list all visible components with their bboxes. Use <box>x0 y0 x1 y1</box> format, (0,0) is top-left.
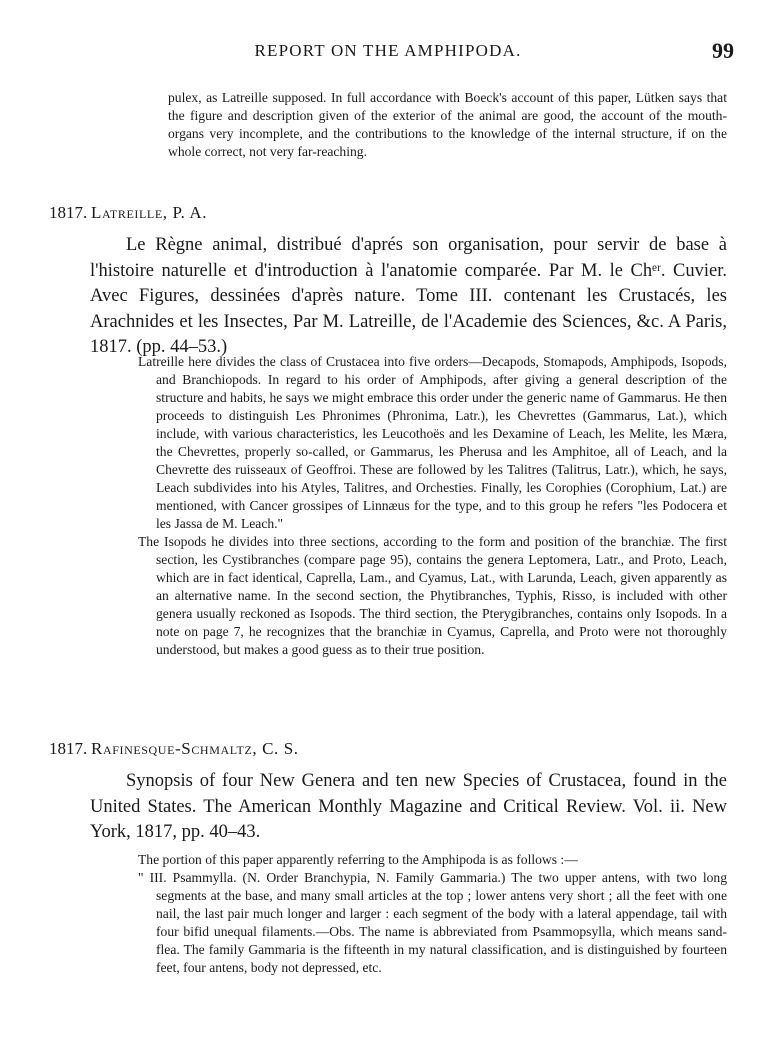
entry-1-paragraph-2: The Isopods he divides into three sections, according to the form and position of the branchiæ. The first section, les Cystibranches (compare page 95), contains the genera Leptomera, Latr., and Proto, Leach, which are in fact identical, Caprella, Lam., and Cyamus, Lat., with Larunda, Leach, given apparently as an alternative name. In the second section, the Phytibranches, Typhis, Risso, is included with other genera usually reckoned as Isopods. The third section, the Pterygibranches, contains only Isopods. In a note on page 7, he recognizes that the branchiæ in Cyamus, Caprella, and Proto were not thoroughly understood, but makes a good guess as to their true position. <box>138 534 727 657</box>
entry-1-year: 1817. <box>49 203 88 222</box>
entry-2-quote: " III. Psammylla. (N. Order Branchypia, N. Family Gammaria.) The two upper antens, with two long segments at the base, and many small articles at the top ; lower antens very short ; all the feet with one nail, the last pair much longer and larger : each segment of the body with a lateral appendage, tail with four bifid unequal filaments.—Obs. The name is abbreviated from Psammopsylla, which means sand-flea. The family Gammaria is the fifteenth in my natural classification, and is distinguished by fourteen feet, four antens, body not depressed, etc. <box>138 870 727 975</box>
entry-1-paragraph-1: Latreille here divides the class of Crustacea into five orders—Decapods, Stomapods, Amphipods, Isopods, and Branchiopods. In regard to his order of Amphipods, after giving a general description of the structure and habits, he says we might embrace this order under the generic name of Gammarus. He then proceeds to distinguish Les Phronimes (Phronima, Latr.), les Chevrettes (Gammarus, Lat.), which include, with various characteristics, les Leucothoës and les Dexamine of Leach, les Melite, les Mæra, the Chevrettes, properly so-called, or Gammarus, les Pherusa and les Amphitoe, all of Leach, and la Chevrette des ruisseaux of Geoffroi. These are followed by les Talitres (Talitrus, Latr.), which, he says, Leach subdivides into his Atyles, Talitres, and Orchesties. Finally, les Corophies (Corophium, Lat.) are mentioned, with Cancer grossipes of Linnæus for the type, and to this group he refers "les Podocera et les Jassa de M. Leach." <box>138 354 727 531</box>
entry-2-year: 1817. <box>49 739 88 758</box>
entry-2-heading <box>49 739 299 759</box>
entry-2-author: Rafinesque-Schmaltz, C. S. <box>91 739 299 758</box>
entry-2-title: Synopsis of four New Genera and ten new Species of Crustacea, found in the United States. The American Monthly Magazine and Critical Review. Vol. ii. New York, 1817, pp. 40–43. <box>90 771 727 842</box>
page-number: 99 <box>712 38 734 63</box>
entry-1-notes <box>138 353 727 659</box>
continuation-text: pulex, as Latreille supposed. In full accordance with Boeck's account of this paper, Lütken says that the figure and description given of the exterior of the animal are good, the account of the mouth-organs very incomplete, and the contributions to the knowledge of the internal structure, if on the whole correct, not very far-reaching. <box>168 90 727 159</box>
entry-2-intro: The portion of this paper apparently referring to the Amphipoda is as follows :— <box>138 852 578 867</box>
entry-2-title-block <box>90 769 727 846</box>
entry-2-notes <box>138 851 727 977</box>
entry-1-author: Latreille, P. A. <box>91 203 208 222</box>
running-header <box>0 38 776 67</box>
continuation-paragraph <box>168 89 727 161</box>
entry-1-title: Le Règne animal, distribué d'aprés son organisation, pour servir de base à l'histoire naturelle et d'introduction à l'anatomie comparée. Par M. le Chᵉʳ. Cuvier. Avec Figures, dessinées d'après nature. Tome III. contenant les Crustacés, les Arachnides et les Insectes, Par M. Latreille, de l'Academie des Sciences, &c. A Paris, 1817. (pp. 44–53.) <box>90 235 727 357</box>
entry-1-title-block <box>90 233 727 361</box>
running-title: REPORT ON THE AMPHIPODA. <box>254 41 522 60</box>
entry-1-heading <box>49 203 207 223</box>
